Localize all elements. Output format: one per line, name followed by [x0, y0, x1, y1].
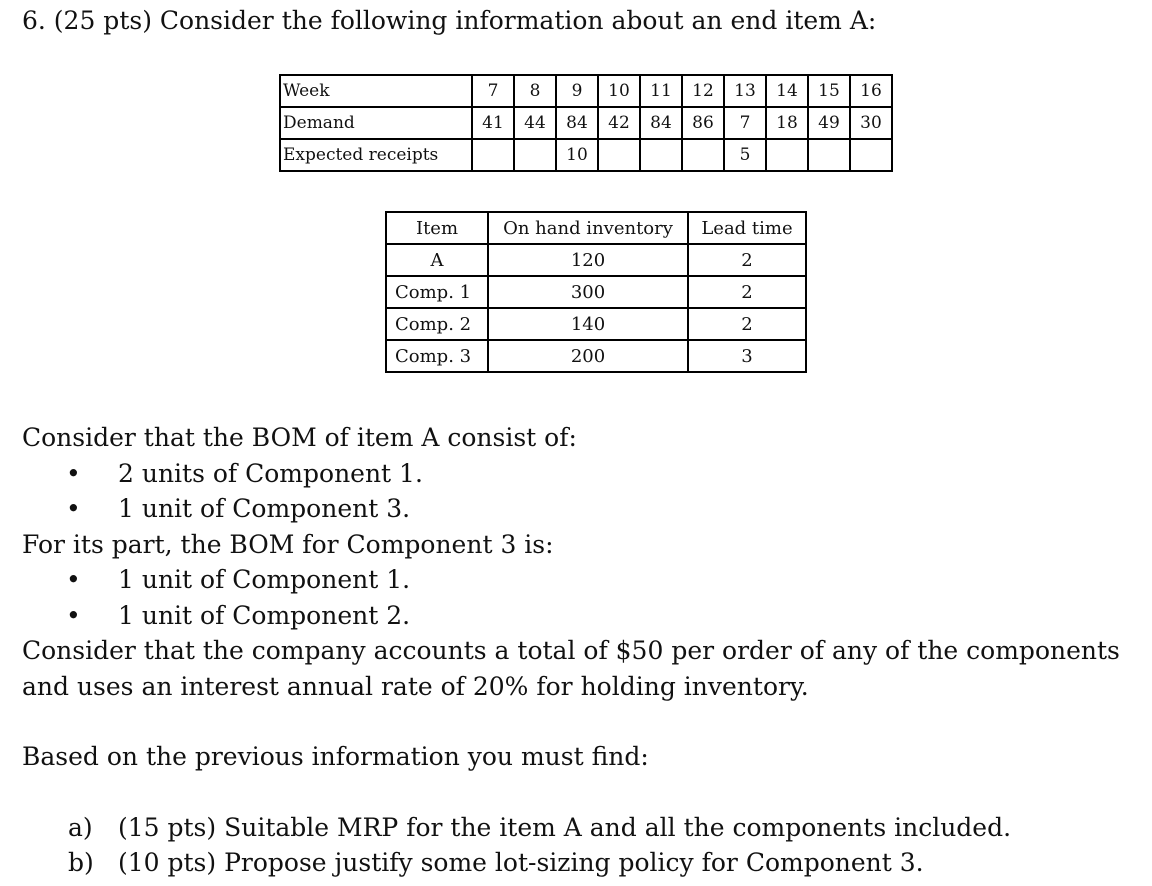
lead-time-cell: 2: [688, 308, 806, 340]
spacer: [22, 704, 1147, 739]
lead-time-cell: 3: [688, 340, 806, 372]
bullet-item: [22, 491, 1147, 527]
table-cell: [808, 139, 850, 171]
item-cell: Comp. 1: [386, 276, 488, 308]
bullet-item: [22, 562, 1147, 598]
schedule-table: [279, 74, 893, 172]
bullet-glyph: •: [66, 565, 81, 594]
table-row: [280, 107, 892, 139]
table-cell: 30: [850, 107, 892, 139]
table-cell: 14: [766, 75, 808, 107]
task-marker: b): [68, 848, 94, 877]
table-cell: 49: [808, 107, 850, 139]
table-cell: [682, 139, 724, 171]
column-header: Item: [386, 212, 488, 244]
inventory-table: [385, 211, 807, 373]
table-cell: 86: [682, 107, 724, 139]
table-cell: 16: [850, 75, 892, 107]
row-label: Week: [280, 75, 472, 107]
lead-time-cell: 2: [688, 244, 806, 276]
row-label: Expected receipts: [280, 139, 472, 171]
table-cell: 13: [724, 75, 766, 107]
table-row: [280, 139, 892, 171]
table-cell: 42: [598, 107, 640, 139]
on-hand-cell: 300: [488, 276, 688, 308]
table-cell: 12: [682, 75, 724, 107]
table-row: [386, 276, 806, 308]
bullet-text: 1 unit of Component 1.: [118, 565, 411, 594]
table-cell: 18: [766, 107, 808, 139]
table-cell: 10: [598, 75, 640, 107]
lead-time-cell: 2: [688, 276, 806, 308]
bullet-glyph: •: [66, 600, 81, 630]
table-cell: 8: [514, 75, 556, 107]
bullet-glyph: •: [66, 458, 81, 488]
bullet-item: [22, 456, 1147, 492]
row-label: Demand: [280, 107, 472, 139]
table-row: [386, 308, 806, 340]
cost-text: Consider that the company accounts a total of $50 per order of any of the components and uses an interest annual rate of 20% for holding inventory.: [22, 636, 1120, 701]
task-list: [22, 810, 1147, 881]
table-cell: 11: [640, 75, 682, 107]
table-row: [280, 75, 892, 107]
table-row: [386, 340, 806, 372]
bullet-item: [22, 598, 1147, 634]
table-cell: 84: [640, 107, 682, 139]
table-cell: [514, 139, 556, 171]
bullet-text: 1 unit of Component 3.: [118, 494, 411, 523]
table-cell: 15: [808, 75, 850, 107]
item-cell: Comp. 2: [386, 308, 488, 340]
bom-comp3-intro: For its part, the BOM for Component 3 is:: [22, 529, 554, 559]
on-hand-cell: 140: [488, 308, 688, 340]
table-cell: [472, 139, 514, 171]
table-cell: 44: [514, 107, 556, 139]
table-header-row: [386, 212, 806, 244]
task-marker: a): [68, 812, 93, 842]
problem-body: [22, 420, 1147, 881]
bullet-glyph: •: [66, 494, 81, 523]
table-cell: 84: [556, 107, 598, 139]
on-hand-cell: 200: [488, 340, 688, 372]
item-cell: A: [386, 244, 488, 276]
column-header: Lead time: [688, 212, 806, 244]
task-text: (15 pts) Suitable MRP for the item A and all the components included.: [118, 812, 1012, 842]
table-cell: 7: [472, 75, 514, 107]
task-text: (10 pts) Propose justify some lot-sizing policy for Component 3.: [118, 848, 924, 877]
table-row: [386, 244, 806, 276]
task-item: [22, 810, 1147, 846]
table-cell: [598, 139, 640, 171]
table-cell: 5: [724, 139, 766, 171]
bom-intro: Consider that the BOM of item A consist of:: [22, 423, 577, 452]
question-title: 6. (25 pts) Consider the following information about an end item A:: [22, 6, 877, 35]
table-cell: [766, 139, 808, 171]
task-item: [22, 845, 1147, 881]
table-cell: 41: [472, 107, 514, 139]
table-cell: 10: [556, 139, 598, 171]
table-cell: [640, 139, 682, 171]
table-cell: [850, 139, 892, 171]
find-intro: Based on the previous information you must find:: [22, 742, 649, 771]
table-cell: 9: [556, 75, 598, 107]
bullet-text: 1 unit of Component 2.: [118, 600, 411, 630]
bullet-text: 2 units of Component 1.: [118, 458, 423, 488]
item-cell: Comp. 3: [386, 340, 488, 372]
on-hand-cell: 120: [488, 244, 688, 276]
table-cell: 7: [724, 107, 766, 139]
column-header: On hand inventory: [488, 212, 688, 244]
